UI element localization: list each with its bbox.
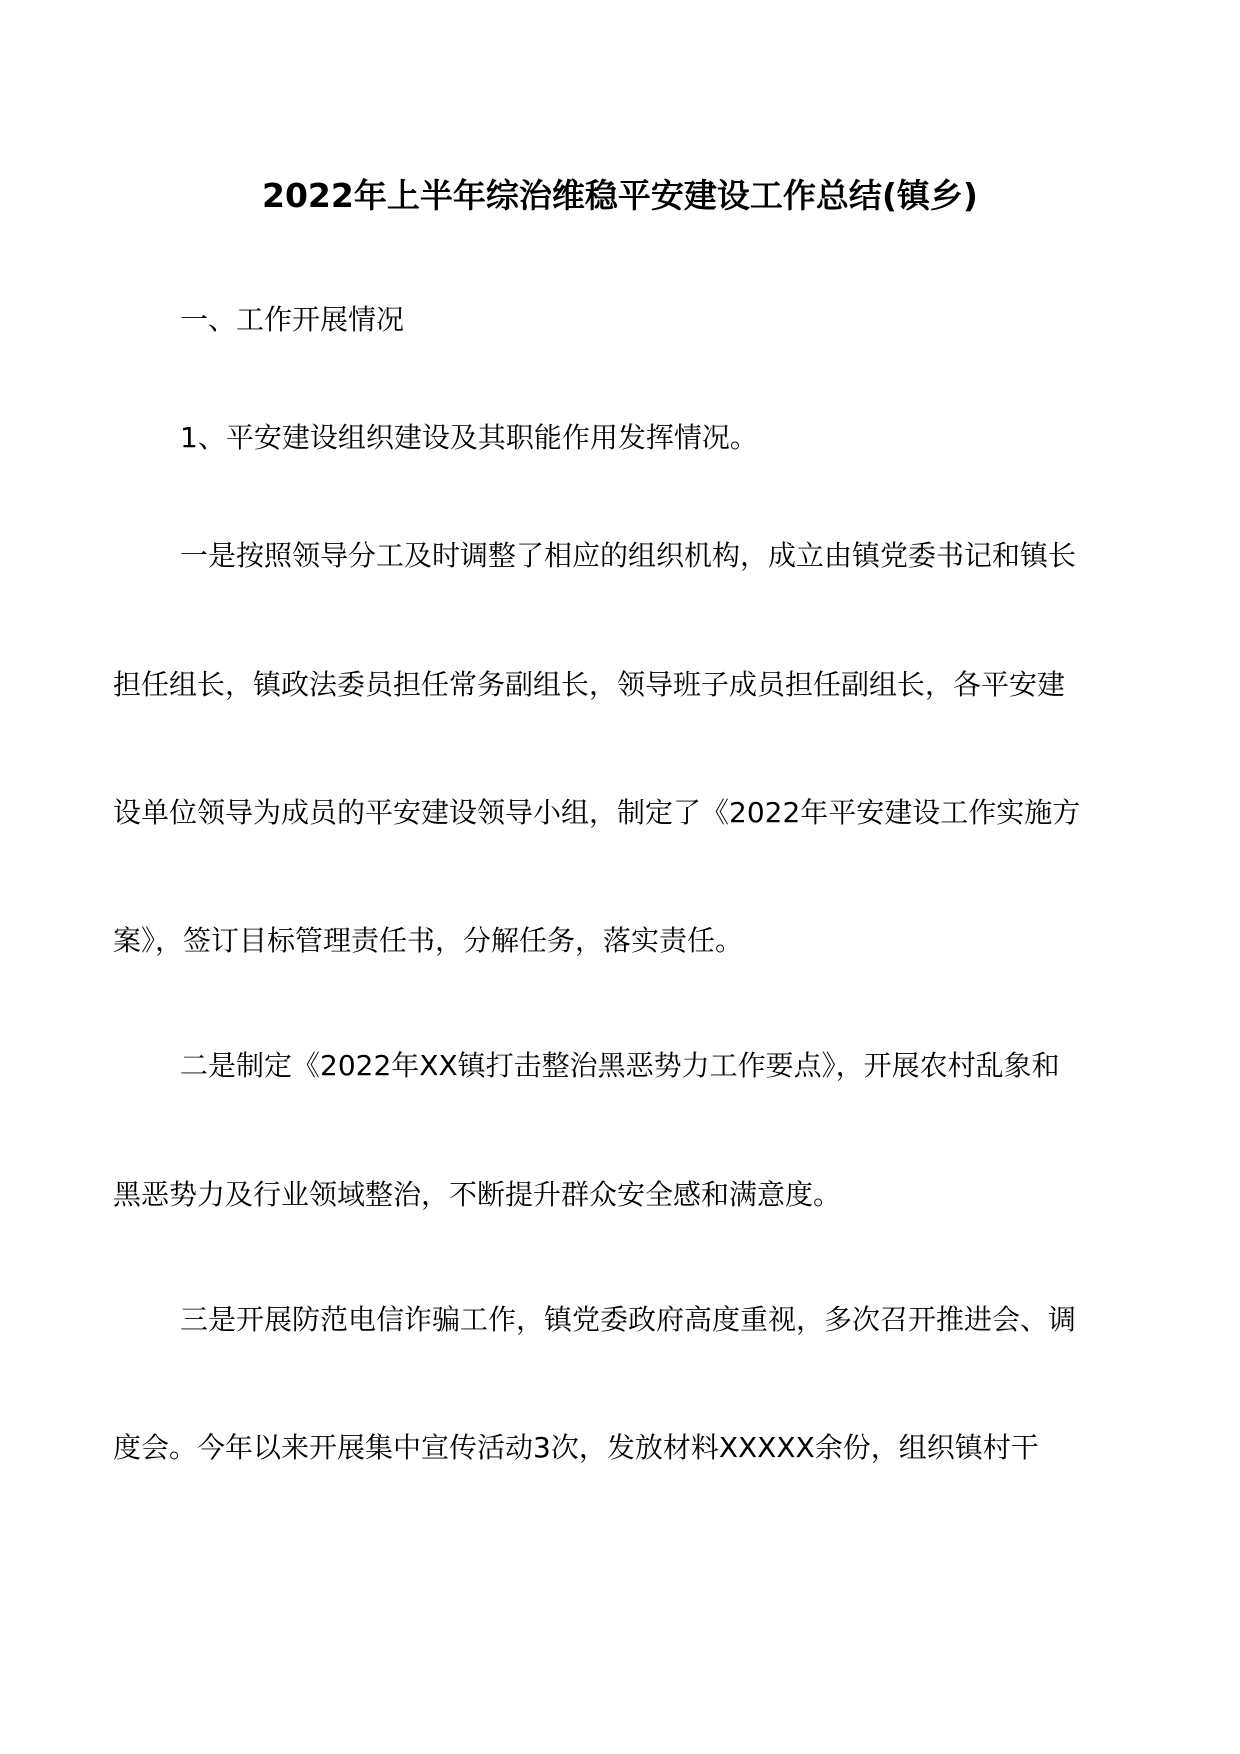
paragraph-1-line-3: 设单位领导为成员的平安建设领导小组，制定了《2022年平安建设工作实施方 (113, 796, 1081, 829)
subsection-heading: 1、平安建设组织建设及其职能作用发挥情况。 (180, 421, 758, 454)
paragraph-1-line-2: 担任组长，镇政法委员担任常务副组长，领导班子成员担任副组长，各平安建 (113, 668, 1066, 701)
paragraph-1-line-4: 案》，签订目标管理责任书，分解任务，落实责任。 (113, 924, 744, 957)
section-heading: 一、工作开展情况 (180, 303, 405, 336)
paragraph-2-line-1: 二是制定《2022年XX镇打击整治黑恶势力工作要点》，开展农村乱象和 (180, 1049, 1060, 1082)
paragraph-3-line-2: 度会。今年以来开展集中宣传活动3次，发放材料XXXXX余份，组织镇村干 (113, 1431, 1039, 1464)
paragraph-1-line-1: 一是按照领导分工及时调整了相应的组织机构，成立由镇党委书记和镇长 (180, 539, 1077, 572)
paragraph-3-line-1: 三是开展防范电信诈骗工作，镇党委政府高度重视，多次召开推进会、调 (180, 1303, 1077, 1336)
paragraph-2-line-2: 黑恶势力及行业领域整治，不断提升群众安全感和满意度。 (113, 1178, 842, 1211)
document-title: 2022年上半年综治维稳平安建设工作总结(镇乡) (261, 176, 978, 215)
